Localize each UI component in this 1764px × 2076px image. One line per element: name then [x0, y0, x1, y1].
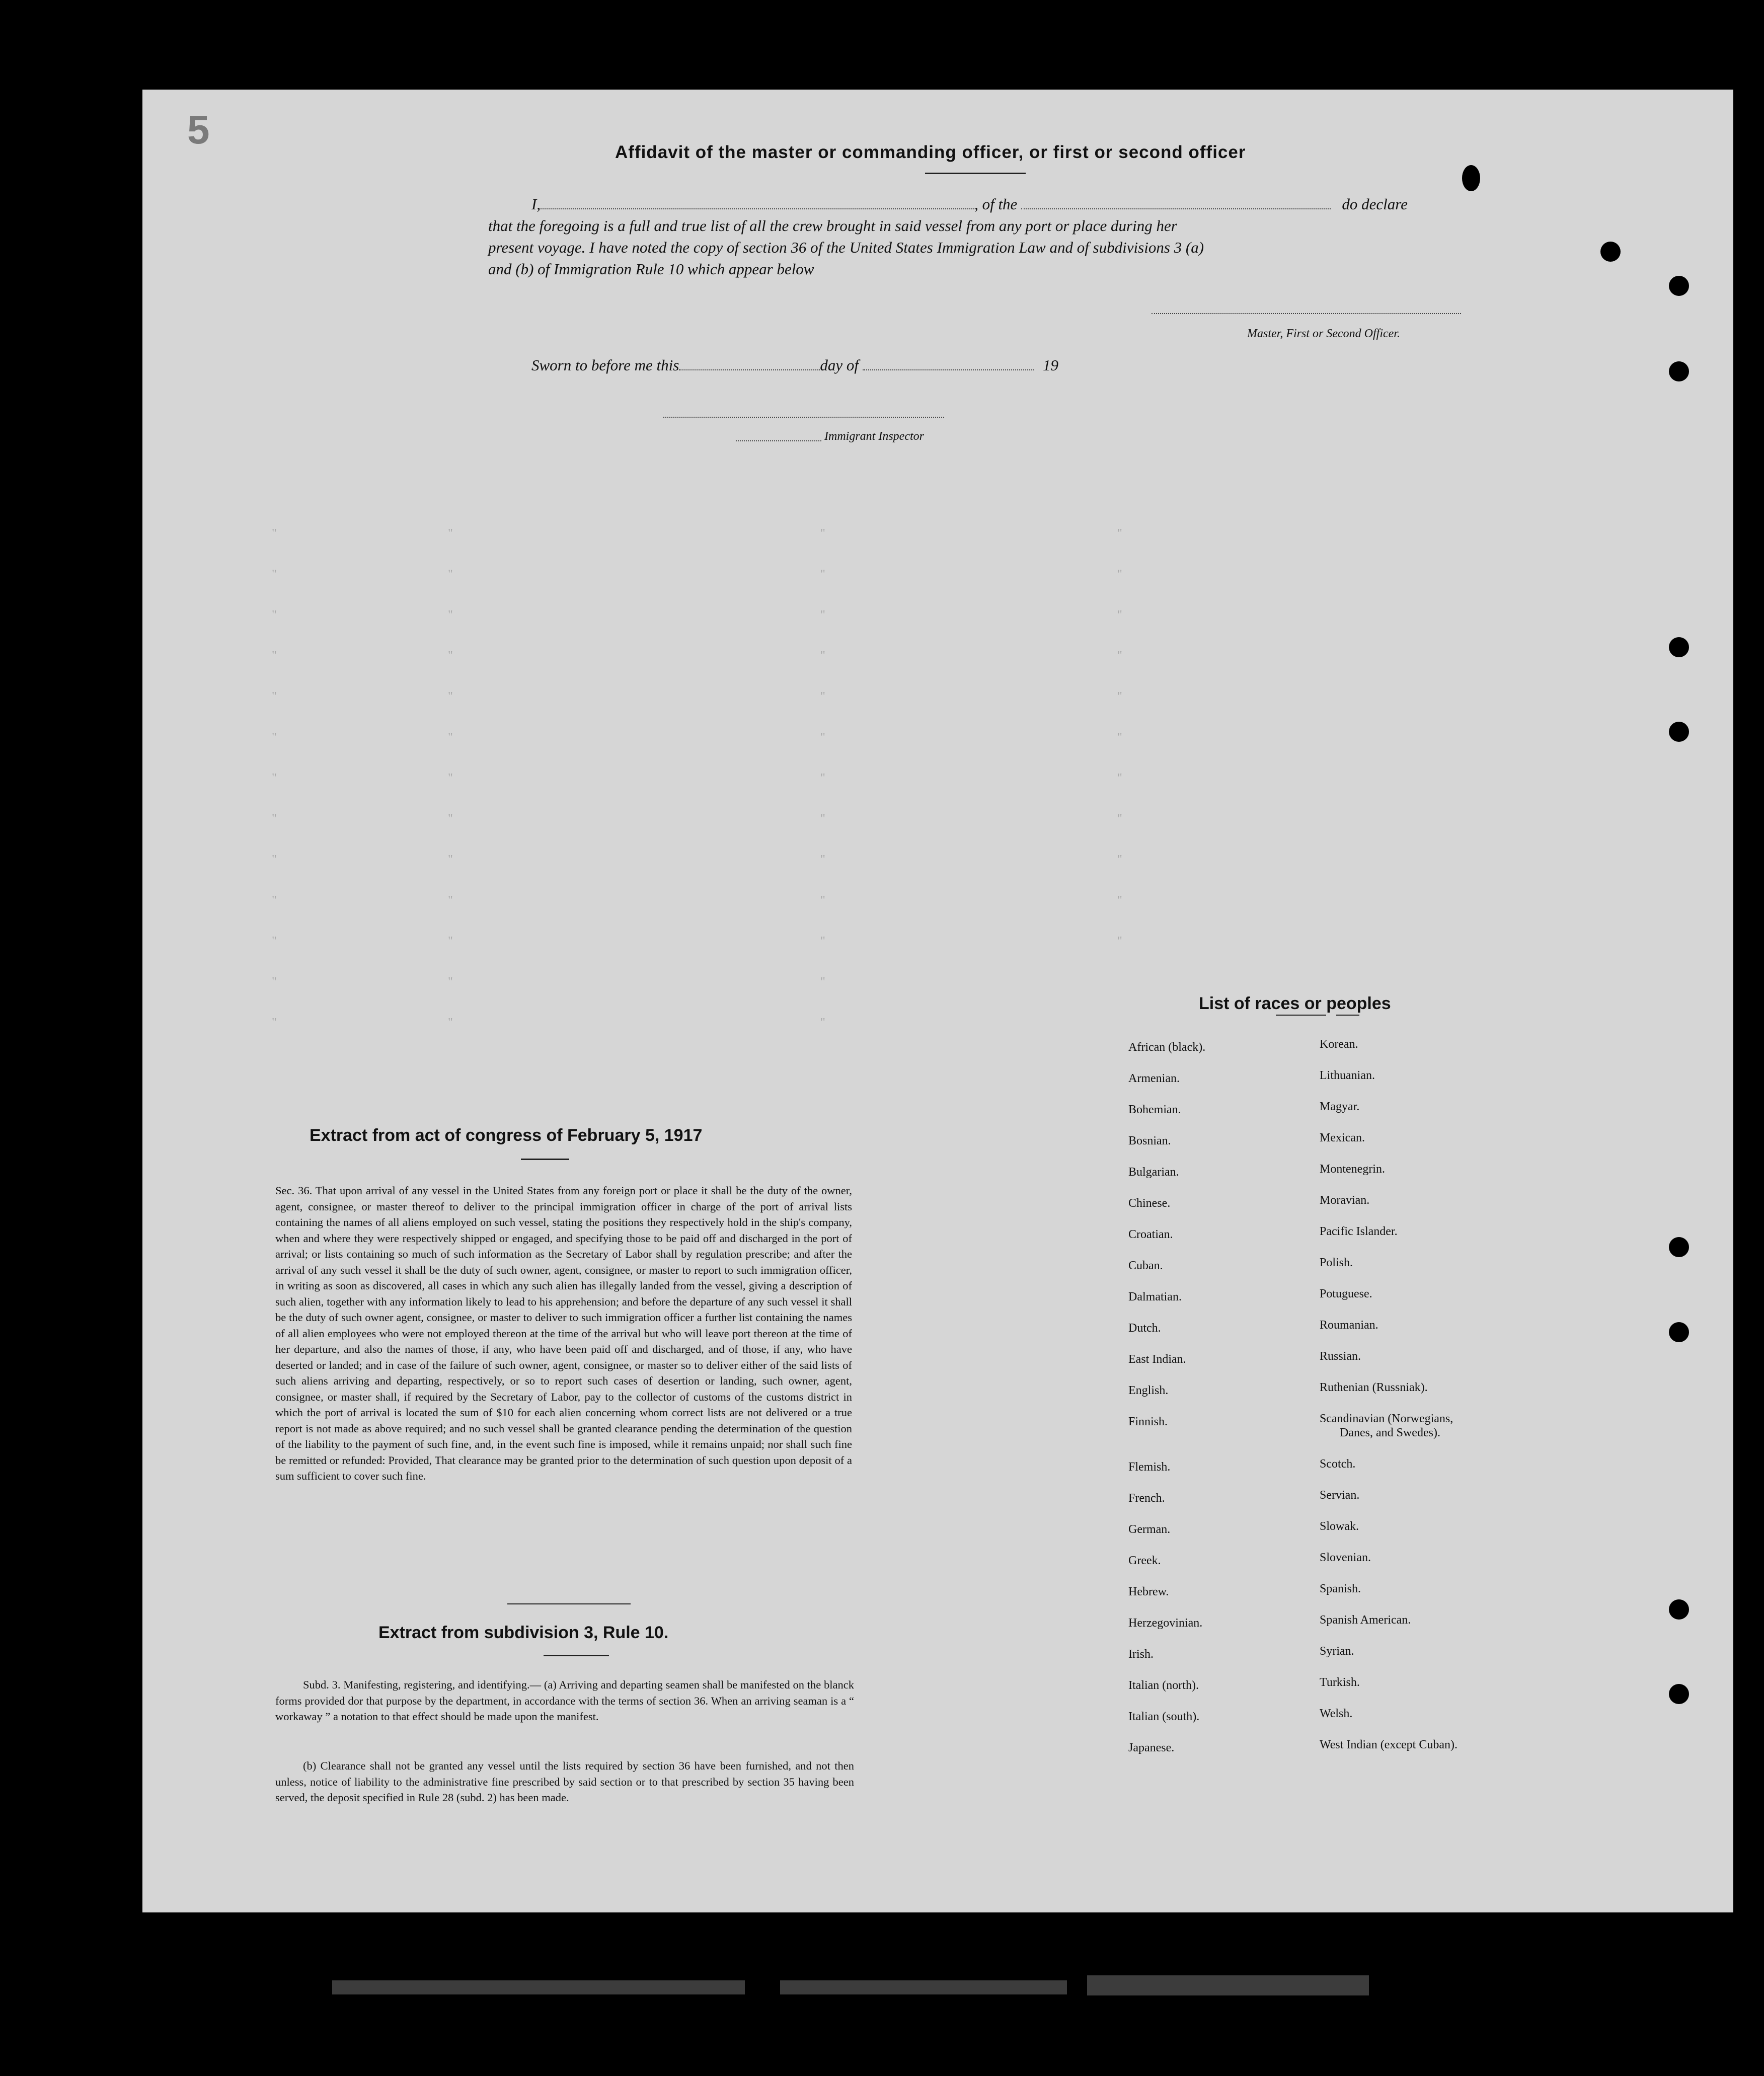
scan-edge-strip	[332, 1980, 745, 1994]
rule-10-para-b: (b) Clearance shall not be granted any vessel until the lists required by section 36 have been furnished, and not then unless, notice of liability to the administrative fine prescribed by said section or to that prescribed by section 35 having been served, the deposit specified in Rule 28 (subd. 2) has been made.	[275, 1759, 854, 1804]
races-heading: List of races or peoples	[1199, 994, 1391, 1013]
year-label: 19	[1042, 356, 1058, 374]
i-label: I,	[531, 195, 541, 213]
bleed-through-marks: " " " " " " " " " " " " "	[820, 527, 825, 1029]
binder-hole	[1669, 1237, 1689, 1257]
scan-edge-strip	[780, 1980, 1067, 1994]
binder-hole	[1600, 242, 1621, 262]
race-item: Bohemian.	[1128, 1103, 1181, 1116]
race-item: Croatian.	[1128, 1228, 1173, 1241]
race-item: Magyar.	[1320, 1100, 1360, 1113]
affidavit-body-line: present voyage. I have noted the copy of section 36 of the United States Immigration Law and of subdivisions 3 (a)	[488, 239, 1204, 256]
race-item: Syrian.	[1320, 1645, 1354, 1658]
sworn-line	[531, 355, 1058, 376]
signature-label: Master, First or Second Officer.	[1247, 327, 1400, 340]
day-of-label: day of	[820, 356, 859, 374]
extract-rule-heading: Extract from subdivision 3, Rule 10.	[378, 1623, 669, 1642]
section-divider	[507, 1603, 631, 1604]
race-item: English.	[1128, 1384, 1169, 1397]
inspector-signature-field[interactable]	[663, 417, 944, 418]
section-36-text: Sec. 36. That upon arrival of any vessel in the United States from any foreign port or place it shall be the duty of the owner, agent, consignee, or master thereof to deliver to the principal immigration officer in charge of the port of arrival lists containing the names of all aliens employed on such vessel, stating the positions they respectively hold in the ship's company, when and where they were respectively shipped or engaged, and specifying those to be paid off and discharged in the port of arrival; or lists containing so much of such information as the Secretary of Labor shall by regulation prescribe; and after the arrival of any such vessel it shall be the duty of such owner, agent, consignee, or master to report to such immigration officer, in writing as soon as discovered, all cases in which any such alien has illegally landed from the vessel, giving a description of such alien, together with any information likely to lead to his apprehension; and before the departure of any such vessel it shall be the duty of such owner agent, consignee, or master to deliver to such immigration officer a further list containing the names of all alien employees who were not employed thereon at the time of the arrival but who will leave port thereon at the time of her departure, and also the names of those, if any, who have been paid off and discharged, and of those, if any, who have deserted or landed; and in case of the failure of such owner, agent, consignee, or master so to deliver either of the said lists of such aliens arriving and departing, respectively, or so to report such cases of desertion or landing, such owner, agent, consignee, or master shall, if required by the Secretary of Labor, pay to the collector of customs of the customs district in which the port of arrival is located the sum of $10 for each alien concerning whom correct lists are not delivered or a true report is not made as above required; and no such vessel shall be granted clearance pending the determination of the question of the liability to the payment of such fine, and, in the event such fine is imposed, while it remains unpaid; nor shall such fine be remitted or refunded: Provided, That clearance may be granted prior to the determination of such question upon deposit of a sum sufficient to cover such fine.	[275, 1184, 852, 1482]
rule-10-para-a: Subd. 3. Manifesting, registering, and identifying.— (a) Arriving and departing seamen shall be manifested on the blanck forms provided dor that purpose by the department, in accordance with the terms of section 36. When an arriving seaman is a “ workaway ” a notation to that effect should be made upon the manifest.	[275, 1678, 854, 1723]
sworn-label: Sworn to before me this	[531, 356, 679, 374]
race-item: Ruthenian (Russniak).	[1320, 1381, 1428, 1394]
race-item: Irish.	[1128, 1648, 1154, 1661]
race-item: Welsh.	[1320, 1707, 1353, 1720]
binder-hole	[1669, 1599, 1689, 1620]
race-item: Italian (north).	[1128, 1679, 1199, 1692]
race-item: Greek.	[1128, 1554, 1161, 1567]
races-heading-underline	[1276, 1015, 1326, 1016]
race-item: Servian.	[1320, 1489, 1360, 1502]
race-item: Spanish.	[1320, 1582, 1361, 1595]
race-item: French.	[1128, 1492, 1165, 1505]
bleed-through-marks: " " " " " " " " " " " " "	[448, 527, 453, 1029]
race-item: Slowak.	[1320, 1520, 1359, 1533]
race-item: Hebrew.	[1128, 1585, 1169, 1598]
race-item: East Indian.	[1128, 1353, 1186, 1366]
race-item: Herzegovinian.	[1128, 1617, 1203, 1630]
race-item: Italian (south).	[1128, 1710, 1200, 1723]
binder-hole	[1669, 1322, 1689, 1342]
race-item: Mexican.	[1320, 1131, 1365, 1144]
bleed-through-marks: " " " " " " " " " " " " "	[272, 527, 277, 1029]
affidavit-body-line: and (b) of Immigration Rule 10 which appear below	[488, 260, 814, 278]
of-the-label: , of the	[974, 195, 1018, 213]
heading-underline	[521, 1159, 569, 1160]
race-item: Bulgarian.	[1128, 1166, 1179, 1179]
binder-hole	[1669, 276, 1689, 296]
binder-hole	[1669, 1684, 1689, 1704]
race-item: Pacific Islander.	[1320, 1225, 1398, 1238]
race-item: Danes, and Swedes).	[1340, 1426, 1440, 1439]
affidavit-title: Affidavit of the master or commanding officer, or first or second officer	[615, 142, 1246, 162]
name-field[interactable]	[541, 208, 974, 209]
race-item: Potuguese.	[1320, 1287, 1372, 1300]
bleed-through-marks: " " " " " " " " " " "	[1117, 527, 1122, 948]
race-item: Japanese.	[1128, 1741, 1175, 1754]
affidavit-body-line: that the foregoing is a full and true list of all the crew brought in said vessel from any port or place during her	[488, 217, 1177, 235]
race-item: Turkish.	[1320, 1676, 1360, 1689]
inspector-label: Immigrant Inspector	[824, 430, 924, 443]
binder-hole	[1669, 637, 1689, 657]
race-item: Cuban.	[1128, 1259, 1163, 1272]
race-item: Dalmatian.	[1128, 1290, 1182, 1303]
race-item: Korean.	[1320, 1038, 1358, 1051]
race-item: Chinese.	[1128, 1197, 1171, 1210]
race-item: Armenian.	[1128, 1072, 1180, 1085]
heading-underline	[544, 1655, 609, 1656]
race-item: Bosnian.	[1128, 1134, 1171, 1147]
binder-hole	[1669, 361, 1689, 381]
affidavit-declaration-line	[531, 194, 1408, 215]
race-item: German.	[1128, 1523, 1171, 1536]
race-item: Scandinavian (Norwegians,	[1320, 1412, 1453, 1425]
race-item: Flemish.	[1128, 1460, 1171, 1474]
extract-act-heading: Extract from act of congress of February 5, 1917	[310, 1126, 703, 1145]
race-item: Polish.	[1320, 1256, 1353, 1269]
race-item: Finnish.	[1128, 1415, 1168, 1428]
sworn-day-field[interactable]	[679, 369, 820, 370]
inspector-dash	[736, 440, 821, 441]
race-item: West Indian (except Cuban).	[1320, 1738, 1458, 1751]
sworn-month-field[interactable]	[863, 369, 1034, 370]
page-number-stamp: 5	[187, 107, 210, 152]
vessel-field[interactable]	[1021, 208, 1331, 209]
race-item: Moravian.	[1320, 1194, 1370, 1207]
race-item: Russian.	[1320, 1350, 1361, 1363]
ink-blot	[1462, 165, 1480, 191]
signature-field[interactable]	[1152, 313, 1461, 314]
title-underline	[925, 173, 1026, 174]
race-item: Scotch.	[1320, 1457, 1356, 1471]
race-item: Slovenian.	[1320, 1551, 1371, 1564]
race-item: Spanish American.	[1320, 1613, 1411, 1627]
race-item: Dutch.	[1128, 1322, 1161, 1335]
race-item: African (black).	[1128, 1041, 1206, 1054]
race-item: Montenegrin.	[1320, 1163, 1385, 1176]
scan-edge-strip	[1087, 1975, 1369, 1995]
do-declare-label: do declare	[1342, 195, 1408, 213]
race-item: Roumanian.	[1320, 1319, 1378, 1332]
races-heading-underline	[1336, 1015, 1359, 1016]
race-item: Lithuanian.	[1320, 1069, 1375, 1082]
binder-hole	[1669, 722, 1689, 742]
